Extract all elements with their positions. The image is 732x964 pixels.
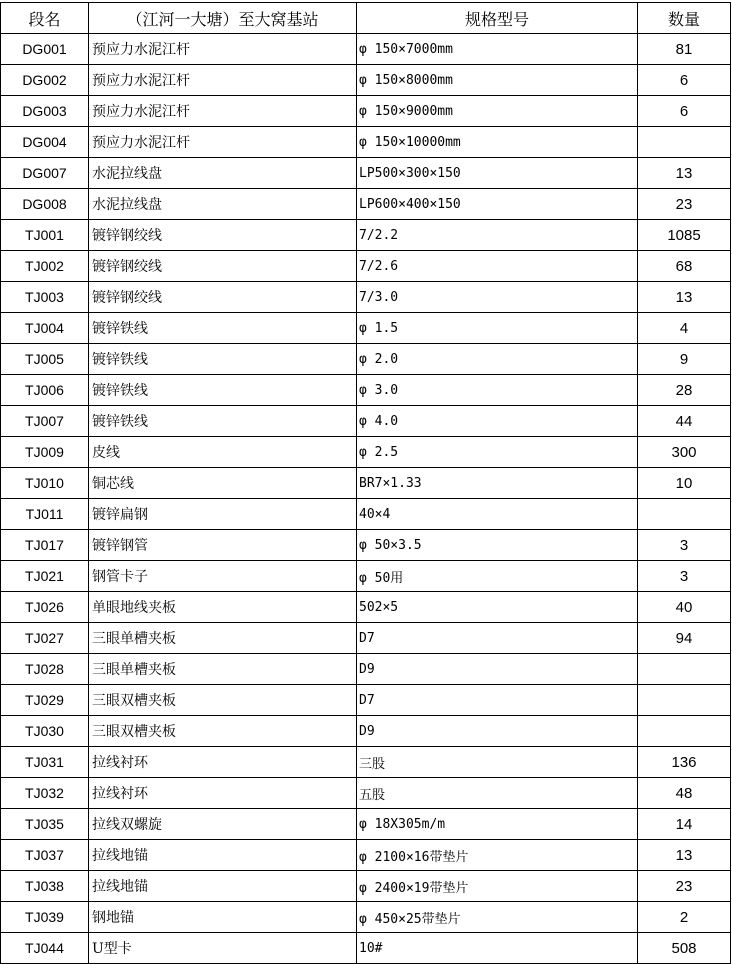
cell-code: DG008	[1, 189, 89, 220]
cell-qty: 4	[638, 313, 731, 344]
cell-qty: 2	[638, 902, 731, 933]
cell-qty	[638, 685, 731, 716]
cell-name: 拉线地锚	[89, 840, 357, 871]
cell-name: 水泥拉线盘	[89, 158, 357, 189]
table-row	[1, 716, 731, 747]
cell-name: 单眼地线夹板	[89, 592, 357, 623]
cell-name: 钢管卡子	[89, 561, 357, 592]
cell-code: DG004	[1, 127, 89, 158]
cell-spec: D9	[357, 654, 638, 685]
cell-qty: 68	[638, 251, 731, 282]
header-spec: 规格型号	[357, 3, 638, 34]
table-row	[1, 871, 731, 902]
table-row	[1, 468, 731, 499]
cell-name: 拉线地锚	[89, 871, 357, 902]
cell-spec: 7/3.0	[357, 282, 638, 313]
cell-name: 拉线衬环	[89, 747, 357, 778]
cell-spec: φ 3.0	[357, 375, 638, 406]
cell-spec: φ 4.0	[357, 406, 638, 437]
cell-name: U型卡	[89, 933, 357, 964]
cell-code: TJ026	[1, 592, 89, 623]
cell-spec: LP600×400×150	[357, 189, 638, 220]
cell-code: TJ030	[1, 716, 89, 747]
cell-name: 三眼单槽夹板	[89, 623, 357, 654]
cell-name: 预应力水泥江杆	[89, 127, 357, 158]
header-qty: 数量	[638, 3, 731, 34]
cell-spec: 7/2.2	[357, 220, 638, 251]
cell-name: 三眼单槽夹板	[89, 654, 357, 685]
table-row	[1, 592, 731, 623]
cell-spec: φ 50×3.5	[357, 530, 638, 561]
cell-name: 镀锌钢绞线	[89, 251, 357, 282]
cell-spec: D7	[357, 685, 638, 716]
cell-qty: 3	[638, 530, 731, 561]
cell-name: 三眼双槽夹板	[89, 716, 357, 747]
cell-name: 预应力水泥江杆	[89, 34, 357, 65]
cell-spec: φ 1.5	[357, 313, 638, 344]
cell-name: 镀锌扁钢	[89, 499, 357, 530]
table-row	[1, 127, 731, 158]
cell-code: DG002	[1, 65, 89, 96]
cell-code: DG003	[1, 96, 89, 127]
cell-name: 三眼双槽夹板	[89, 685, 357, 716]
cell-qty: 508	[638, 933, 731, 964]
cell-name: 预应力水泥江杆	[89, 65, 357, 96]
cell-spec: 10#	[357, 933, 638, 964]
cell-spec: φ 50用	[357, 561, 638, 592]
cell-spec: 五股	[357, 778, 638, 809]
cell-code: TJ038	[1, 871, 89, 902]
cell-name: 预应力水泥江杆	[89, 96, 357, 127]
materials-table-body	[1, 3, 731, 964]
cell-code: TJ010	[1, 468, 89, 499]
table-row	[1, 313, 731, 344]
cell-qty: 13	[638, 158, 731, 189]
cell-code: TJ006	[1, 375, 89, 406]
cell-name: 镀锌铁线	[89, 375, 357, 406]
table-row	[1, 65, 731, 96]
cell-qty: 94	[638, 623, 731, 654]
table-row	[1, 902, 731, 933]
table-row	[1, 96, 731, 127]
table-row	[1, 437, 731, 468]
cell-name: 皮线	[89, 437, 357, 468]
cell-qty: 48	[638, 778, 731, 809]
cell-name: 镀锌钢绞线	[89, 220, 357, 251]
cell-code: TJ029	[1, 685, 89, 716]
cell-spec: D9	[357, 716, 638, 747]
cell-name: 镀锌钢管	[89, 530, 357, 561]
cell-code: TJ007	[1, 406, 89, 437]
cell-code: TJ037	[1, 840, 89, 871]
cell-qty: 28	[638, 375, 731, 406]
table-row	[1, 282, 731, 313]
cell-qty: 10	[638, 468, 731, 499]
cell-qty: 9	[638, 344, 731, 375]
table-row	[1, 34, 731, 65]
table-row	[1, 747, 731, 778]
cell-name: 镀锌铁线	[89, 313, 357, 344]
table-row	[1, 158, 731, 189]
cell-qty: 44	[638, 406, 731, 437]
table-header-row	[1, 3, 731, 34]
cell-code: TJ044	[1, 933, 89, 964]
cell-code: TJ011	[1, 499, 89, 530]
materials-table	[0, 2, 731, 964]
cell-name: 铜芯线	[89, 468, 357, 499]
cell-code: TJ002	[1, 251, 89, 282]
table-row	[1, 809, 731, 840]
cell-spec: φ 150×8000mm	[357, 65, 638, 96]
cell-code: TJ009	[1, 437, 89, 468]
cell-qty: 6	[638, 96, 731, 127]
cell-spec: φ 2.5	[357, 437, 638, 468]
cell-code: DG001	[1, 34, 89, 65]
cell-code: TJ021	[1, 561, 89, 592]
cell-qty: 136	[638, 747, 731, 778]
cell-spec: 40×4	[357, 499, 638, 530]
cell-qty	[638, 716, 731, 747]
table-row	[1, 220, 731, 251]
cell-spec: D7	[357, 623, 638, 654]
table-row	[1, 530, 731, 561]
cell-code: TJ003	[1, 282, 89, 313]
cell-spec: φ 2.0	[357, 344, 638, 375]
cell-spec: 三股	[357, 747, 638, 778]
cell-spec: LP500×300×150	[357, 158, 638, 189]
table-row	[1, 375, 731, 406]
table-row	[1, 685, 731, 716]
cell-qty: 6	[638, 65, 731, 96]
cell-code: TJ004	[1, 313, 89, 344]
cell-code: TJ001	[1, 220, 89, 251]
cell-qty	[638, 654, 731, 685]
cell-qty: 23	[638, 189, 731, 220]
cell-code: TJ035	[1, 809, 89, 840]
table-row	[1, 778, 731, 809]
table-row	[1, 344, 731, 375]
cell-code: TJ039	[1, 902, 89, 933]
cell-name: 拉线衬环	[89, 778, 357, 809]
table-row	[1, 933, 731, 964]
cell-qty: 13	[638, 282, 731, 313]
cell-qty: 13	[638, 840, 731, 871]
cell-qty: 81	[638, 34, 731, 65]
cell-qty: 40	[638, 592, 731, 623]
cell-code: DG007	[1, 158, 89, 189]
table-row	[1, 406, 731, 437]
cell-name: 拉线双螺旋	[89, 809, 357, 840]
header-name: （江河一大塘）至大窝基站	[89, 3, 357, 34]
cell-name: 镀锌铁线	[89, 406, 357, 437]
cell-qty: 3	[638, 561, 731, 592]
cell-qty	[638, 127, 731, 158]
cell-code: TJ027	[1, 623, 89, 654]
cell-spec: 7/2.6	[357, 251, 638, 282]
cell-spec: φ 150×7000mm	[357, 34, 638, 65]
cell-name: 水泥拉线盘	[89, 189, 357, 220]
table-row	[1, 251, 731, 282]
header-code: 段名	[1, 3, 89, 34]
cell-spec: φ 2400×19带垫片	[357, 871, 638, 902]
cell-code: TJ031	[1, 747, 89, 778]
cell-qty: 23	[638, 871, 731, 902]
cell-spec: φ 150×9000mm	[357, 96, 638, 127]
table-row	[1, 623, 731, 654]
cell-spec: 502×5	[357, 592, 638, 623]
table-row	[1, 561, 731, 592]
table-row	[1, 840, 731, 871]
cell-qty: 1085	[638, 220, 731, 251]
table-row	[1, 189, 731, 220]
cell-name: 镀锌钢绞线	[89, 282, 357, 313]
cell-name: 镀锌铁线	[89, 344, 357, 375]
table-row	[1, 654, 731, 685]
cell-code: TJ017	[1, 530, 89, 561]
cell-code: TJ028	[1, 654, 89, 685]
cell-spec: φ 450×25带垫片	[357, 902, 638, 933]
cell-qty	[638, 499, 731, 530]
cell-qty: 300	[638, 437, 731, 468]
cell-spec: φ 150×10000mm	[357, 127, 638, 158]
cell-spec: BR7×1.33	[357, 468, 638, 499]
cell-spec: φ 2100×16带垫片	[357, 840, 638, 871]
cell-code: TJ032	[1, 778, 89, 809]
cell-spec: φ 18X305m/m	[357, 809, 638, 840]
cell-name: 钢地锚	[89, 902, 357, 933]
table-row	[1, 499, 731, 530]
cell-code: TJ005	[1, 344, 89, 375]
cell-qty: 14	[638, 809, 731, 840]
